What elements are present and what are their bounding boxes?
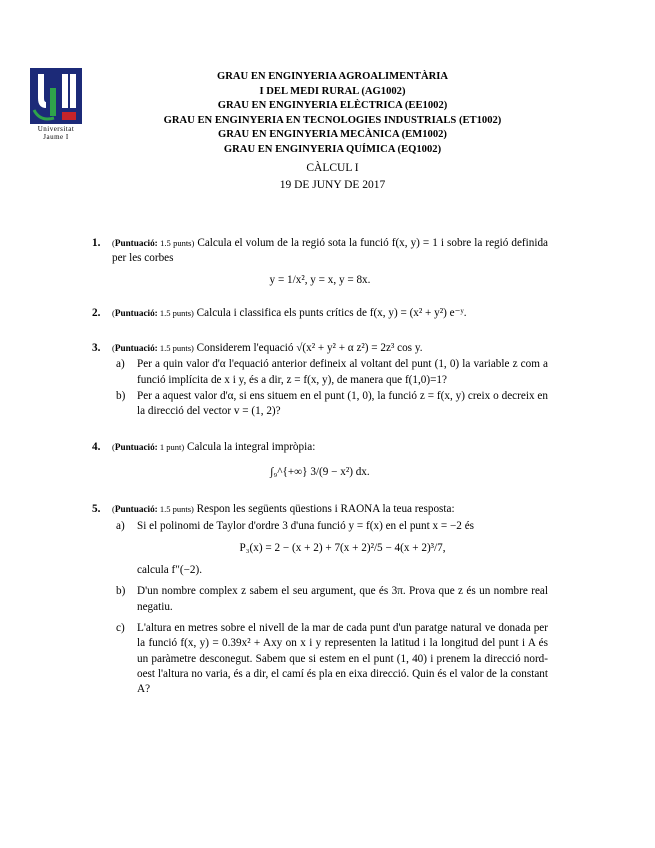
score-tag: (Puntuació: 1 punt): [112, 441, 185, 452]
logo-wordmark: Universitat Jaume I: [37, 125, 75, 141]
problem-text: Calcula i classifica els punts crítics de f(x, y) = (x² + y²) e⁻ʸ.: [196, 306, 467, 319]
subquestion-c: c) L'altura en metres sobre el nivell de la mar de cada punt d'un paratge natural ve donada per la funció f(x, y) = 0.39x² + Axy on x i y representen la latitud i la longitud del punt i A és un paràmetre desconegut. Sabem que si estem en el punt (1, 40) i prenem la direcció nord-oest l'altura no varia, és a dir, el camí és pla en eixa direcció. Quin és el valor de la constant A?: [116, 622, 548, 696]
problem-number: 1.: [92, 237, 101, 249]
header-line: GRAU EN ENGINYERIA ELÈCTRICA (EE1002): [217, 100, 448, 111]
taylor-formula: P₃(x) = 2 − (x + 2) + 7(x + 2)²/5 − 4(x + 2)³/7,: [239, 541, 446, 554]
score-tag: (Puntuació: 1.5 punts): [112, 504, 194, 515]
problem-text: Calcula el volum de la regió sota la funció f(x, y) = 1 i sobre la regió definida per les corbes: [112, 237, 549, 265]
problem-list: [92, 236, 548, 698]
problem-text: Respon les següents qüestions i RAONA la teua resposta:: [196, 503, 455, 516]
integral-formula: ∫₉^{+∞} 3/(9 − x²) dx.: [270, 465, 370, 478]
header-line: GRAU EN ENGINYERIA MECÀNICA (EM1002): [218, 129, 447, 140]
problem-2: [92, 306, 548, 321]
problem-5: [92, 502, 548, 697]
header-line: GRAU EN ENGINYERIA QUÍMICA (EQ1002): [223, 143, 442, 155]
header-line: GRAU EN ENGINYERIA EN TECNOLOGIES INDUSTRIALS (ET1002): [163, 114, 502, 126]
score-tag: (Puntuació: 1.5 punts): [112, 307, 194, 318]
problem-4: [92, 440, 548, 481]
subquestion-b: b) Per a aquest valor d'α, si ens situem en el punt (1, 0), la funció z = f(x, y) creix o decreix en la direcció del vector v = (1, 2)?: [116, 390, 548, 418]
score-tag: (Puntuació: 1.5 punts): [112, 343, 194, 354]
problem-number: 5.: [92, 503, 101, 516]
problem-text: Calcula la integral impròpia:: [187, 440, 316, 453]
subquestion-b: b) D'un nombre complex z sabem el seu argument, que és 3π. Prova que z és un nombre real negatiu.: [116, 585, 548, 613]
problem-number: 2.: [92, 306, 101, 319]
problem-number: 3.: [92, 342, 101, 355]
curves-formula: y = 1/x², y = x, y = 8x.: [269, 273, 371, 286]
problem-text: Considerem l'equació √(x² + y² + α z²) = 2z³ cos y.: [196, 342, 423, 355]
header-line: GRAU EN ENGINYERIA AGROALIMENTÀRIA: [216, 71, 449, 82]
subquestion-a: a) Si el polinomi de Taylor d'ordre 3 d'una funció y = f(x) en el punt x = −2 és P₃(x) = 2 − (x + 2) + 7(x + 2)²/5 − 4(x + 2)³/7, calcula f″(−2).: [92, 519, 548, 579]
problem-3: [92, 341, 548, 419]
problem-number: 4.: [92, 440, 101, 453]
subquestion-a: a) Per a quin valor d'α l'equació anterior defineix al voltant del punt (1, 0) la variable z com a funció implícita de x i y, és a dir, z = f(x, y), de manera que f(1,0)=1?: [116, 358, 548, 386]
score-tag: (Puntuació: 1.5 punts): [112, 238, 195, 248]
degree-header: [100, 70, 565, 157]
exam-date: 19 DE JUNY DE 2017: [279, 179, 386, 191]
header-line: I DEL MEDI RURAL (AG1002): [259, 85, 406, 97]
problem-1: [92, 236, 548, 288]
subject-title: CÀLCUL I: [306, 162, 359, 174]
exam-title: [100, 160, 565, 194]
